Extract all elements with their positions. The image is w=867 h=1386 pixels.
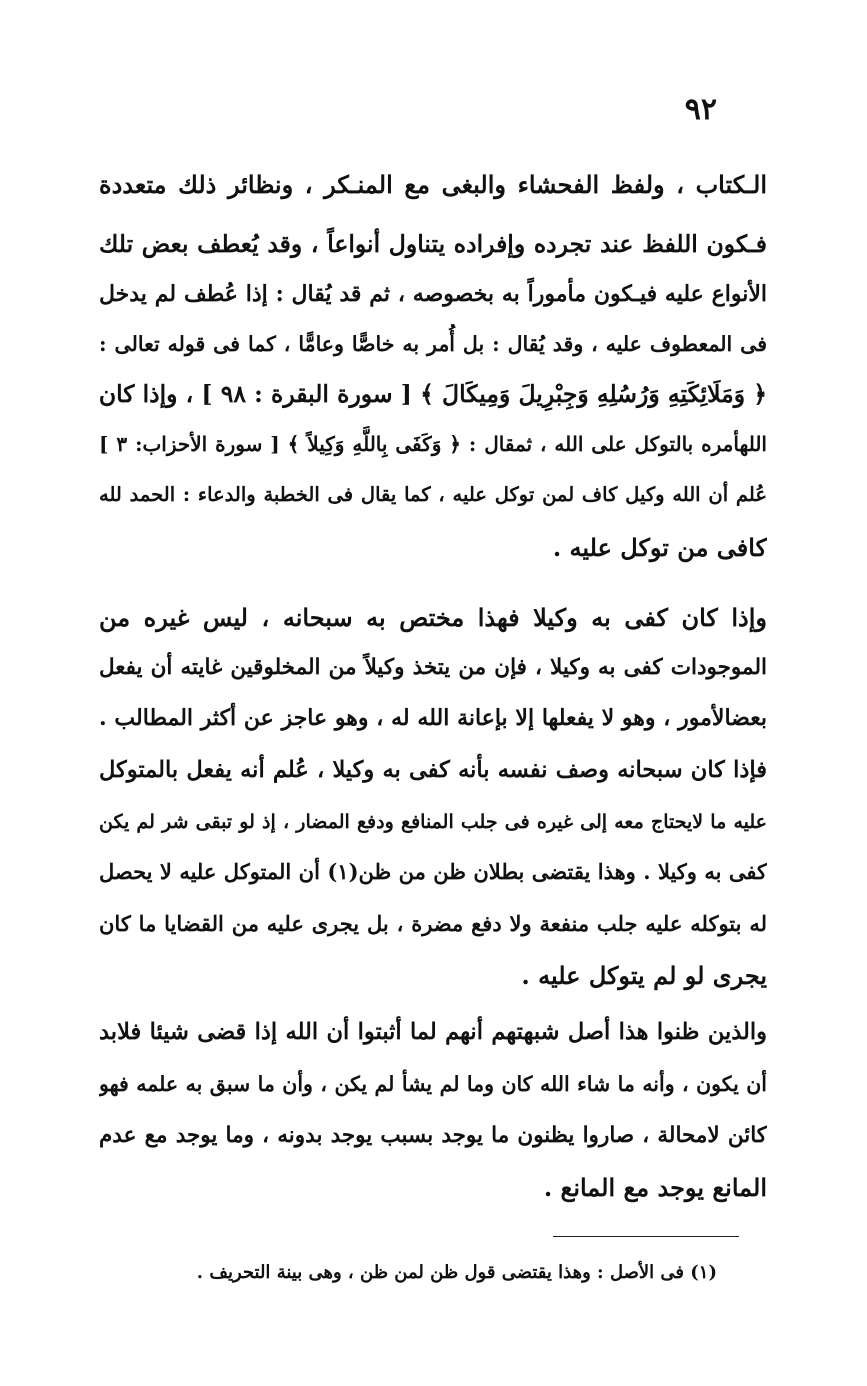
footnote: (١) فى الأصل : وهذا يقتضى قول ظن لمن ظن ، وهى بينة التحريف . [196,1262,717,1283]
text-line: وإذا كان كفى به وكيلا فهذا مختص به سبحانه ، ليس غيره من [99,603,767,632]
text-line: الأنواع عليه فيـكون مأموراً به بخصوصه ، ثم قد يُقال : إذا عُطف لم يدخل [99,281,767,307]
text-line: اللهأمره بالتوكل على الله ، ثمقال : ﴿ وَكَفَى بِاللَّهِ وَكِيلاً ﴾ [ سورة الأحزاب: ٣ ] [99,432,767,456]
text-line: كائن لامحالة ، صاروا يظنون ما يوجد بسبب يوجد بدونه ، وما يوجد مع عدم [99,1123,767,1148]
footnote-divider [553,1236,739,1237]
text-line: عليه ما لايحتاج معه إلى غيره فى جلب المنافع ودفع المضار ، إذ لو تبقى شر لم يكن [99,811,767,833]
text-line: أن يكون ، وأنه ما شاء الله كان وما لم يشأ لم يكن ، وأن ما سبق به علمه فهو [99,1072,767,1096]
text-line: الموجودات كفى به وكيلا ، فإن من يتخذ وكيلاً من المخلوقين غايته أن يفعل [99,655,767,680]
text-line: يجرى لو لم يتوكل عليه . [521,961,767,990]
text-line: بعضالأمور ، وهو لا يفعلها إلا بإعانة الله له ، وهو عاجز عن أكثر المطالب . [99,705,767,731]
text-line: له بتوكله عليه جلب منفعة ولا دفع مضرة ، بل يجرى عليه من القضايا ما كان [99,911,767,936]
text-line: والذين ظنوا هذا أصل شبهتهم أنهم لما أثبتوا أن الله إذا قضى شيئا فلابد [99,1019,767,1045]
text-line: عُلم أن الله وكيل كاف لمن توكل عليه ، كما يقال فى الخطبة والدعاء : الحمد لله [99,483,767,506]
text-line: ﴿ وَمَلَائِكَتِهِ وَرُسُلِهِ وَجِبْرِيلَ وَمِيكَالَ ﴾ [ سورة البقرة : ٩٨ ] ، وإذا كان [99,380,767,408]
text-line: الـكتاب ، ولفظ الفحشاء والبغى مع المنـكر ، ونظائر ذلك متعددة [99,170,767,199]
text-line: كفى به وكيلا . وهذا يقتضى بطلان ظن من ظن(١) أن المتوكل عليه لا يحصل [99,859,767,884]
text-line: فى المعطوف عليه ، وقد يُقال : بل أُمر به خاصًّا وعامًّا ، كما فى قوله تعالى : [99,332,767,356]
text-line: فـكون اللفظ عند تجرده وإفراده يتناول أنواعاً ، وقد يُعطف بعض تلك [99,230,767,258]
text-line: المانع يوجد مع المانع . [543,1173,767,1202]
text-line: كافى من توكل عليه . [552,533,767,562]
text-line: فإذا كان سبحانه وصف نفسه بأنه كفى به وكيلا ، عُلم أنه يفعل بالمتوكل [99,757,767,783]
page-number: ٩٢ [684,92,717,127]
